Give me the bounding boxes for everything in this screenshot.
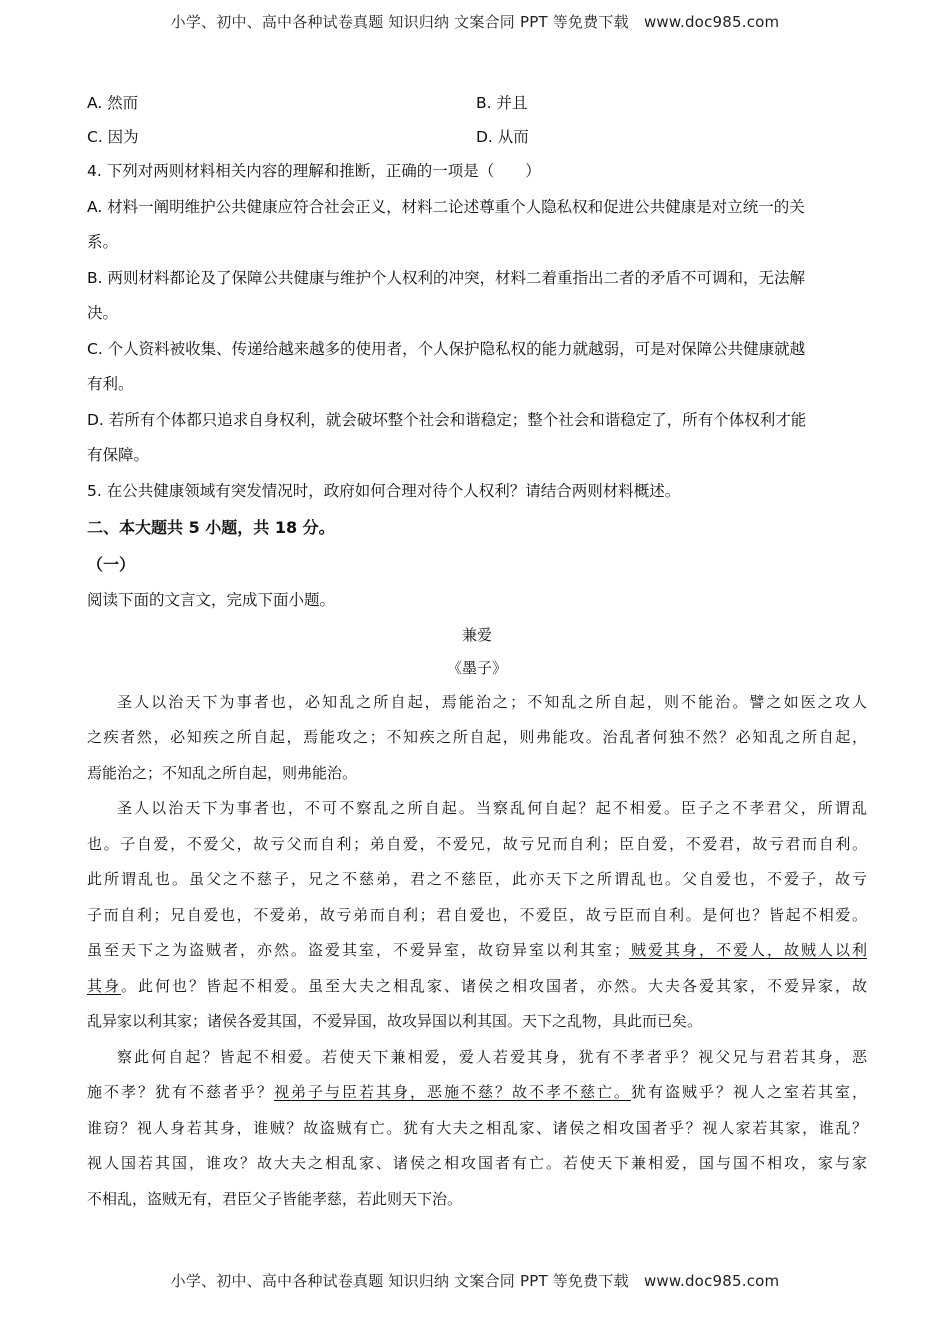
- passage-line: [57, 1075, 867, 1111]
- underlined-sentence: 视弟子与臣若其身，恶施不慈？故不孝不慈亡。: [274, 1083, 631, 1101]
- passage-line: 谁窃？视人身若其身，谁贼？故盗贼有亡。犹有大夫之相乱家、诸侯之相攻国者乎？视人家若其家，谁乱？: [87, 1118, 867, 1137]
- passage-text: 虽至天下之为盗贼者，亦然。盗爱其室，不爱异室，故窃异室以利其室；: [87, 941, 629, 959]
- passage-title: 兼爱: [461, 625, 492, 644]
- q3-option-d[interactable]: D. 从而: [476, 128, 529, 146]
- q3-options-row-2: [87, 120, 867, 154]
- page-header: 小学、初中、高中各种试卷真题 知识归纳 文案合同 PPT 等免费下载 www.doc985.com: [170, 13, 780, 31]
- q3-option-c[interactable]: C. 因为: [87, 128, 139, 146]
- q4-option-b[interactable]: B. 两则材料都论及了保障公共健康与维护个人权利的冲突，材料二着重指出二者的矛盾不可调和，无法解: [87, 268, 805, 287]
- section-subtitle: （一）: [87, 555, 136, 574]
- passage-line: 乱异家以利其家；诸侯各爱其国，不爱异国，故攻异国以利其国。天下之乱物，具此而已矣。: [87, 1012, 703, 1030]
- q4-option-d-cont: 有保障。: [87, 446, 150, 464]
- passage-paragraph-3: [87, 1040, 867, 1218]
- passage-line: 也。子自爱，不爱父，故亏父而自利；弟自爱，不爱兄，故亏兄而自利；臣自爱，不爱君，故亏君而自利。: [87, 834, 867, 853]
- q5-stem: 5. 在公共健康领域有突发情况时，政府如何合理对待个人权利？请结合两则材料概述。: [87, 481, 681, 500]
- section-title: 二、本大题共 5 小题，共 18 分。: [87, 518, 335, 537]
- passage-text: 犹有盗贼乎？视人之室若其室，: [630, 1083, 867, 1101]
- passage-line: 察此何自起？皆起不相爱。若使天下兼相爱，爱人若爱其身，犹有不孝者乎？视父兄与君若其身，恶: [117, 1047, 867, 1066]
- q4-option-c[interactable]: C. 个人资料被收集、传递给越来越多的使用者，个人保护隐私权的能力就越弱，可是对保障公共健康就越: [87, 339, 806, 358]
- q4-stem: 4. 下列对两则材料相关内容的理解和推断，正确的一项是（ ）: [87, 162, 541, 180]
- passage-text: 施不孝？犹有不慈者乎？: [87, 1083, 274, 1101]
- q4-option-b-cont: 决。: [87, 304, 119, 322]
- passage-line: 之疾者然，必知疾之所自起，焉能攻之；不知疾之所自起，则弗能攻。治乱者何独不然？必知乱之所自起，: [87, 728, 867, 746]
- passage-paragraph-1: [87, 685, 867, 792]
- underlined-sentence: 其身: [87, 976, 121, 995]
- passage-paragraph-2: [87, 791, 867, 1040]
- passage-line: 圣人以治天下为事者也，必知乱之所自起，焉能治之；不知乱之所自起，则不能治。譬之如医之攻人: [117, 692, 867, 711]
- q3-options-row-1: [87, 86, 867, 120]
- q4-option-a-cont: 系。: [87, 233, 119, 251]
- passage-line: 子而自利；兄自爱也，不爱弟，故亏弟而自利；君自爱也，不爱臣，故亏臣而自利。是何也？皆起不相爱。: [87, 905, 867, 924]
- q3-option-a[interactable]: A. 然而: [87, 94, 139, 112]
- passage-text: 。此何也？皆起不相爱。虽至大夫之相乱家、诸侯之相攻国者，亦然。大夫各爱其家，不爱异家，故: [121, 976, 867, 995]
- page-content: [87, 86, 867, 1217]
- underlined-sentence: 贼爱其身，不爱人，故贼人以利: [628, 941, 867, 959]
- q3-option-b[interactable]: B. 并且: [476, 94, 528, 112]
- q4-option-d[interactable]: D. 若所有个体都只追求自身权利，就会破坏整个社会和谐稳定；整个社会和谐稳定了，所有个体权利才能: [87, 410, 807, 429]
- page-footer: 小学、初中、高中各种试卷真题 知识归纳 文案合同 PPT 等免费下载 www.doc985.com: [170, 1272, 780, 1290]
- passage-body: [87, 685, 867, 1218]
- passage-line: 此所谓乱也。虽父之不慈子，兄之不慈弟，君之不慈臣，此亦天下之所谓乱也。父自爱也，不爱子，故亏: [87, 870, 867, 888]
- q4-option-c-cont: 有利。: [87, 375, 134, 393]
- passage-line: [57, 933, 867, 969]
- q4-option-a[interactable]: A. 材料一阐明维护公共健康应符合社会正义，材料二论述尊重个人隐私权和促进公共健康是对立统一的关: [87, 197, 805, 216]
- passage-line: 视人国若其国，谁攻？故大夫之相乱家、诸侯之相攻国者有亡。若使天下兼相爱，国与国不相攻，家与家: [87, 1154, 867, 1172]
- reading-instruction: 阅读下面的文言文，完成下面小题。: [87, 591, 336, 609]
- passage-author: 《墨子》: [446, 658, 507, 677]
- passage-line: 圣人以治天下为事者也，不可不察乱之所自起。当察乱何自起？起不相爱。臣子之不孝君父，所谓乱: [117, 799, 867, 817]
- passage-line: [57, 969, 867, 1005]
- passage-line: 不相乱，盗贼无有，君臣父子皆能孝慈，若此则天下治。: [87, 1189, 463, 1208]
- passage-line: 焉能治之；不知乱之所自起，则弗能治。: [87, 763, 358, 782]
